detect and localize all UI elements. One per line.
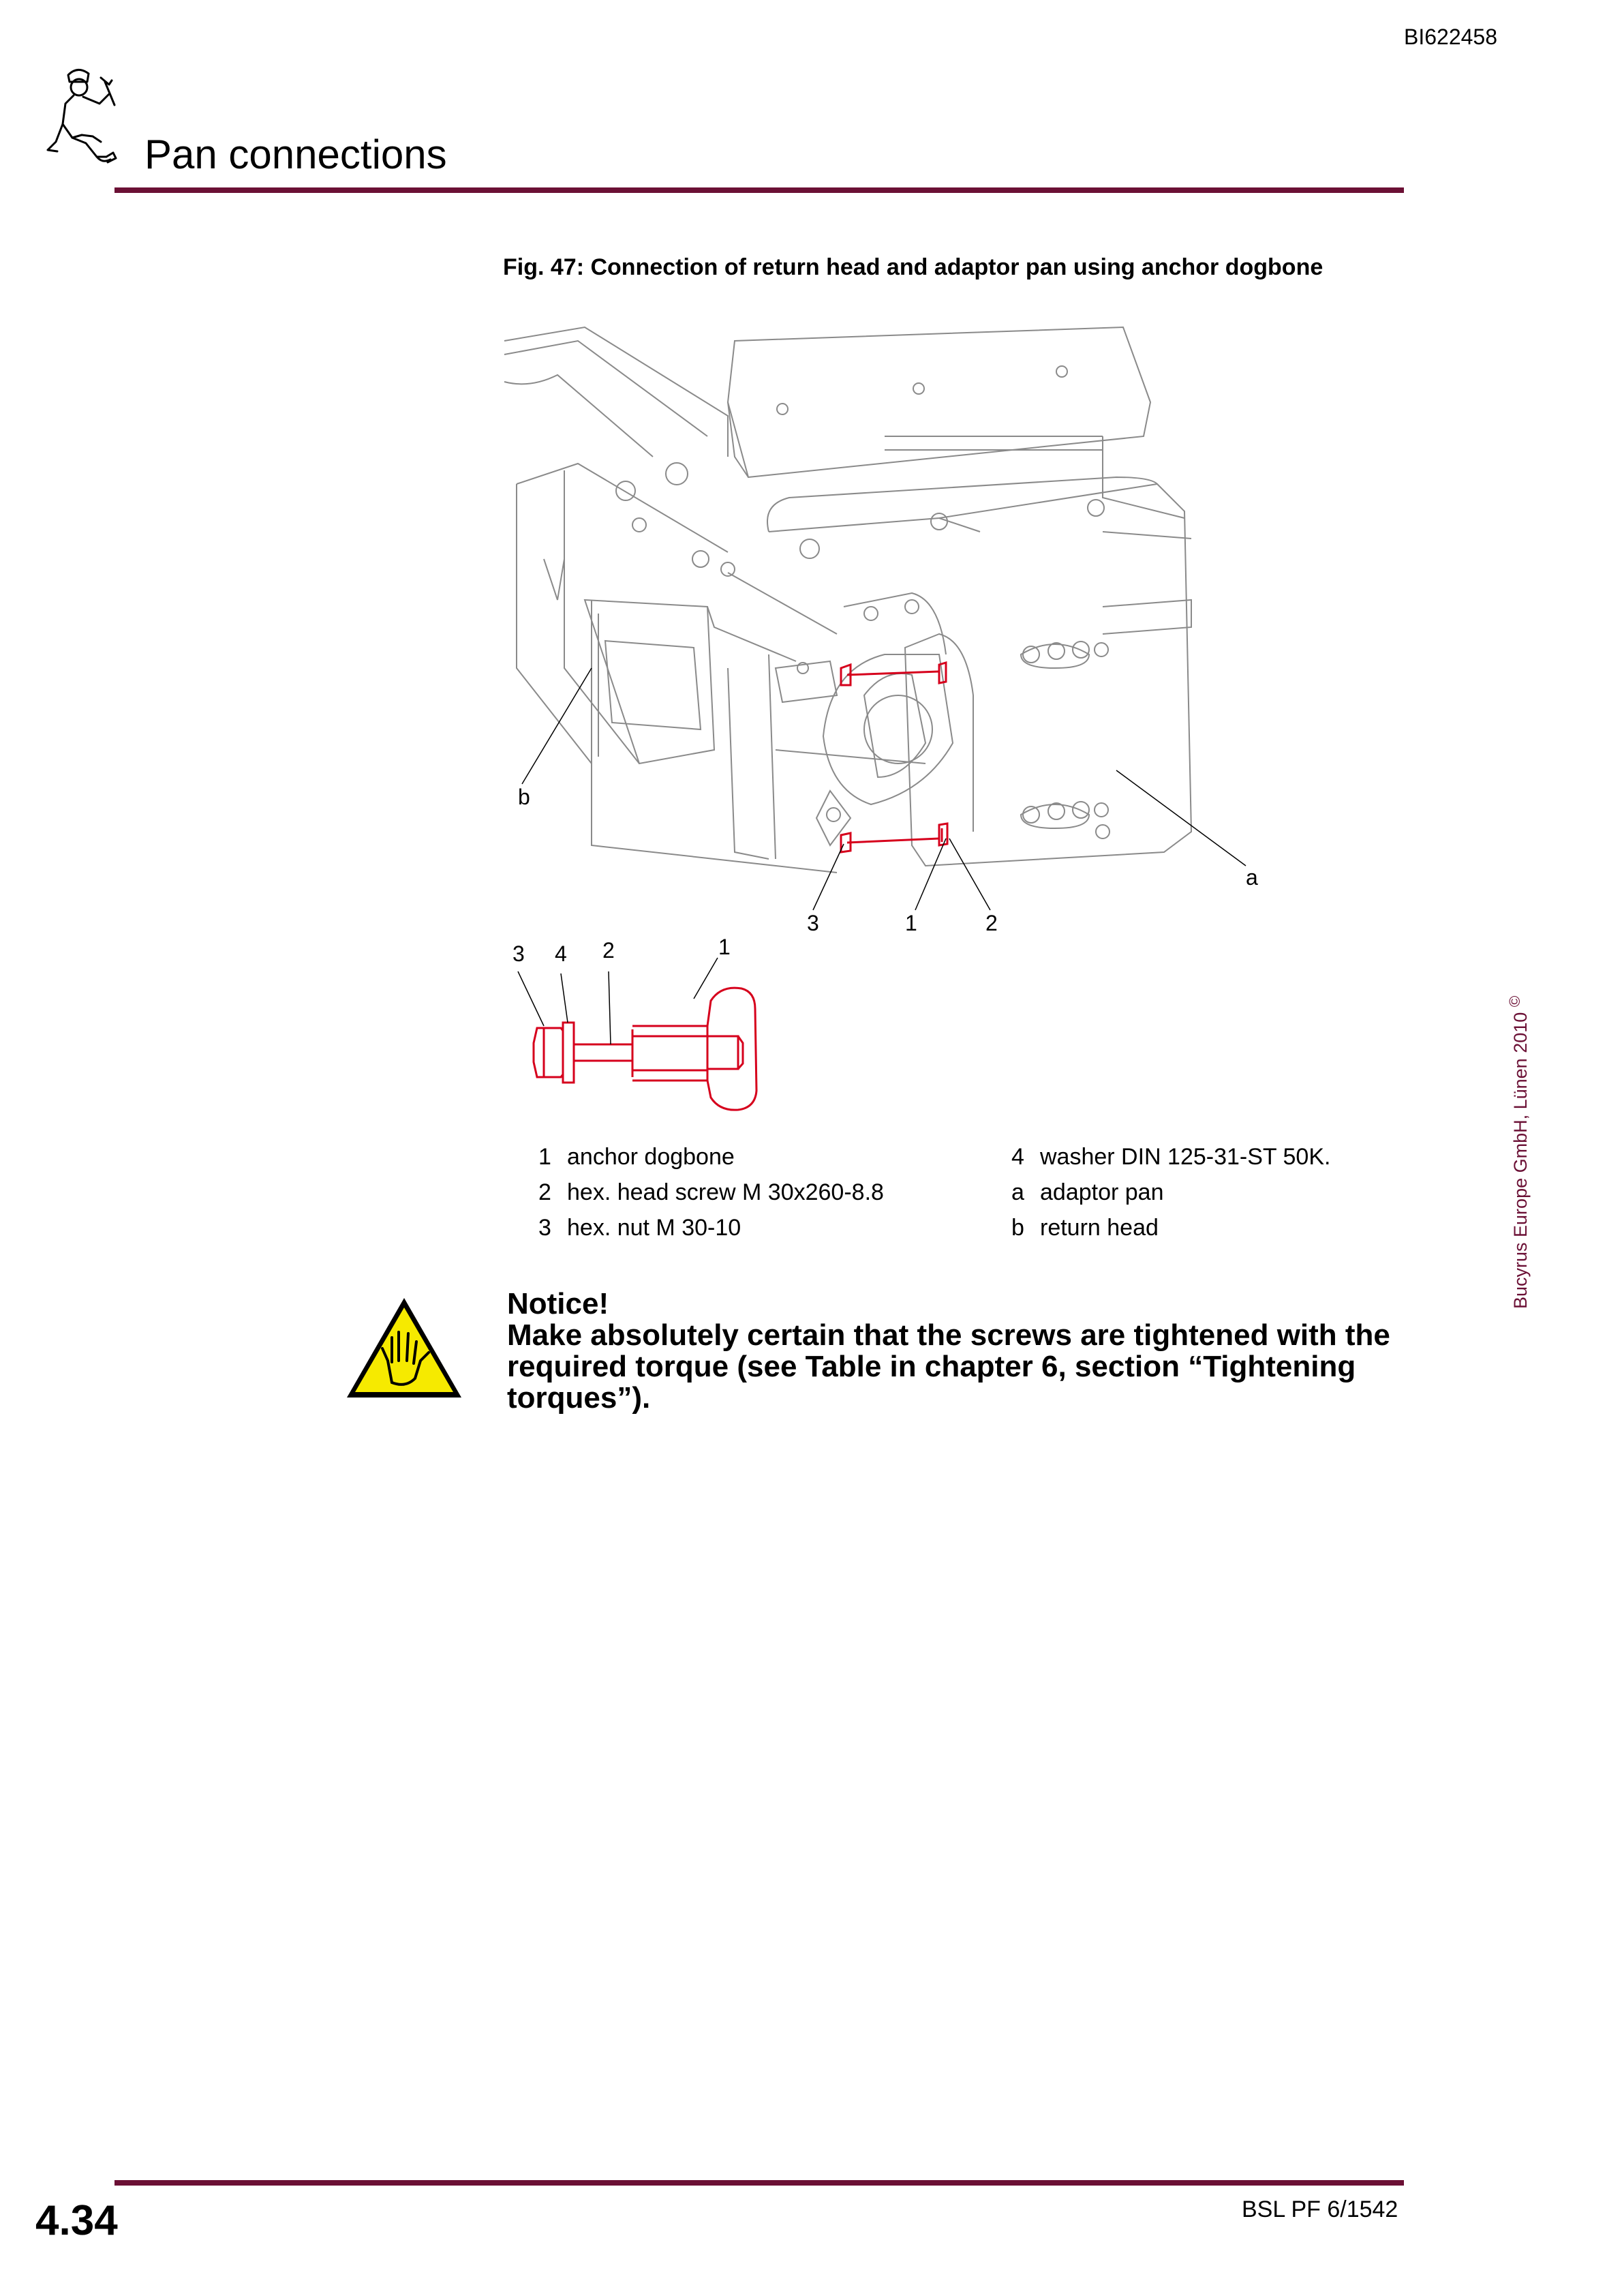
warning-hand-icon (344, 1295, 464, 1400)
worker-with-hammer-icon (42, 61, 158, 177)
copyright-symbol: © (1506, 995, 1523, 1008)
return-head-drawing (504, 327, 1191, 873)
screw-assembly-detail (534, 988, 756, 1110)
notice-text-line: torques”). (507, 1381, 651, 1415)
callout-3-main: 3 (807, 911, 819, 935)
legend-item: 2 hex. head screw M 30x260-8.8 (538, 1179, 884, 1205)
notice-text-line: required torque (see Table in chapter 6, section “Tightening (507, 1350, 1356, 1383)
callout-1-main: 1 (905, 911, 917, 935)
callout-a: a (1246, 865, 1258, 890)
callout-leaders (522, 668, 1246, 910)
copyright-notice: Bucyrus Europe GmbH, Lünen 2010 © (1506, 995, 1531, 1309)
figure-drawing (503, 314, 1294, 1132)
document-code: BSL PF 6/1542 (1242, 2196, 1398, 2222)
figure-caption: Fig. 47: Connection of return head and adaptor pan using anchor dogbone (503, 254, 1323, 280)
notice-block (507, 1288, 1407, 1414)
footer-rule (114, 2180, 1404, 2186)
detail-leaders (518, 958, 718, 1044)
callout-2-main: 2 (985, 911, 998, 935)
callout-2-detail: 2 (602, 938, 615, 963)
callout-1-detail: 1 (718, 935, 731, 959)
legend-item: a adaptor pan (1011, 1179, 1164, 1205)
header-rule (114, 187, 1404, 193)
callout-4-detail: 4 (555, 941, 567, 966)
legend-item: b return head (1011, 1215, 1159, 1241)
page-number: 4.34 (35, 2197, 118, 2244)
document-id: BI622458 (1404, 25, 1498, 49)
legend-item: 3 hex. nut M 30-10 (538, 1215, 741, 1241)
callout-3-detail: 3 (512, 941, 525, 966)
legend-item: 1 anchor dogbone (538, 1144, 735, 1170)
callout-b: b (518, 785, 530, 809)
page-title: Pan connections (144, 132, 447, 177)
notice-text-line: Make absolutely certain that the screws are tightened with the (507, 1318, 1390, 1352)
notice-title: Notice! (507, 1287, 609, 1320)
legend-item: 4 washer DIN 125-31-ST 50K. (1011, 1144, 1331, 1170)
